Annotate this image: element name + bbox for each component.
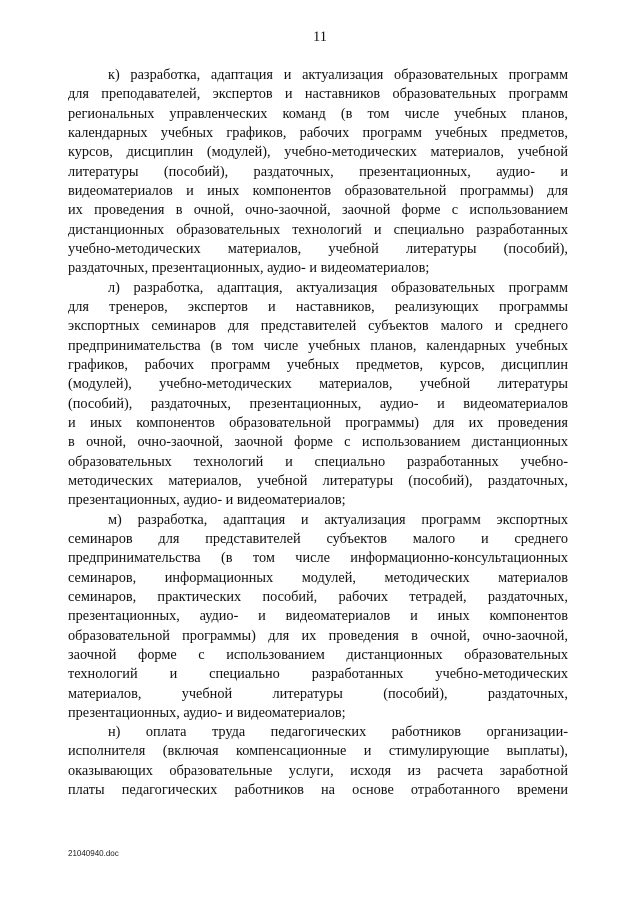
- text-line: заочной форме с использованием дистанционных образовательных: [68, 646, 568, 663]
- text-line: экспортных семинаров для представителей субъектов малого и среднего: [68, 318, 568, 335]
- paragraph-k: [68, 66, 568, 279]
- document-body: [68, 66, 568, 800]
- text-line: учебно-методических материалов, учебной литературы (пособий),: [68, 240, 568, 257]
- text-line: м) разработка, адаптация и актуализация программ экспортных: [108, 511, 568, 528]
- document-filename: 21040940.doc: [68, 849, 119, 858]
- text-line: (пособий), раздаточных, презентационных, аудио- и видеоматериалов: [68, 395, 568, 412]
- text-line: календарных учебных графиков, рабочих программ учебных предметов,: [68, 124, 568, 141]
- text-line: их проведения в очной, очно-заочной, заочной форме с использованием: [68, 202, 568, 219]
- text-line: материалов, учебной литературы (пособий), раздаточных,: [68, 685, 568, 702]
- text-line: презентационных, аудио- и видеоматериалов и иных компонентов: [68, 608, 568, 625]
- text-line: оказывающих образовательные услуги, исходя из расчета заработной: [68, 762, 568, 779]
- text-line: семинаров, информационных модулей, методических материалов: [68, 569, 568, 586]
- text-line: видеоматериалов и иных компонентов образовательной программы) для: [68, 182, 568, 199]
- text-line: методических материалов, учебной литературы (пособий), раздаточных,: [68, 472, 568, 489]
- text-line: семинаров для представителей субъектов малого и среднего: [68, 530, 568, 547]
- text-line: в очной, очно-заочной, заочной форме с использованием дистанционных: [68, 434, 568, 451]
- text-line: и иных компонентов образовательной программы) для их проведения: [68, 414, 568, 431]
- text-line: платы педагогических работников на основе отработанного времени: [68, 782, 568, 799]
- text-line: курсов, дисциплин (модулей), учебно-методических материалов, учебной: [68, 144, 568, 161]
- text-line: предпринимательства (в том числе учебных планов, календарных учебных: [68, 337, 568, 354]
- text-line: образовательных технологий и специально разработанных учебно-: [68, 453, 568, 470]
- text-line: дистанционных образовательных технологий и специально разработанных: [68, 221, 568, 238]
- paragraph-n: [68, 723, 568, 800]
- text-line: н) оплата труда педагогических работников организации-: [108, 724, 568, 741]
- text-line: графиков, рабочих программ учебных предметов, курсов, дисциплин: [68, 356, 568, 373]
- text-line: презентационных, аудио- и видеоматериалов;: [68, 704, 346, 721]
- text-line: раздаточных, презентационных, аудио- и видеоматериалов;: [68, 260, 430, 277]
- paragraph-l: [68, 279, 568, 511]
- text-line: региональных управленческих команд (в том числе учебных планов,: [68, 105, 568, 122]
- text-line: литературы (пособий), раздаточных, презентационных, аудио- и: [68, 163, 568, 180]
- text-line: для преподавателей, экспертов и наставников образовательных программ: [68, 86, 568, 103]
- text-line: технологий и специально разработанных учебно-методических: [68, 666, 568, 683]
- paragraph-m: [68, 511, 568, 724]
- text-line: (модулей), учебно-методических материалов, учебной литературы: [68, 376, 568, 393]
- text-line: образовательной программы) для их проведения в очной, очно-заочной,: [68, 627, 568, 644]
- text-line: семинаров, практических пособий, рабочих тетрадей, раздаточных,: [68, 588, 568, 605]
- page-number: 11: [313, 29, 327, 45]
- text-line: для тренеров, экспертов и наставников, реализующих программы: [68, 298, 568, 315]
- text-line: исполнителя (включая компенсационные и стимулирующие выплаты),: [68, 743, 568, 760]
- text-line: презентационных, аудио- и видеоматериалов;: [68, 492, 346, 509]
- text-line: к) разработка, адаптация и актуализация образовательных программ: [108, 67, 568, 83]
- text-line: л) разработка, адаптация, актуализация образовательных программ: [108, 279, 568, 296]
- text-line: предпринимательства (в том числе информационно-консультационных: [68, 550, 568, 567]
